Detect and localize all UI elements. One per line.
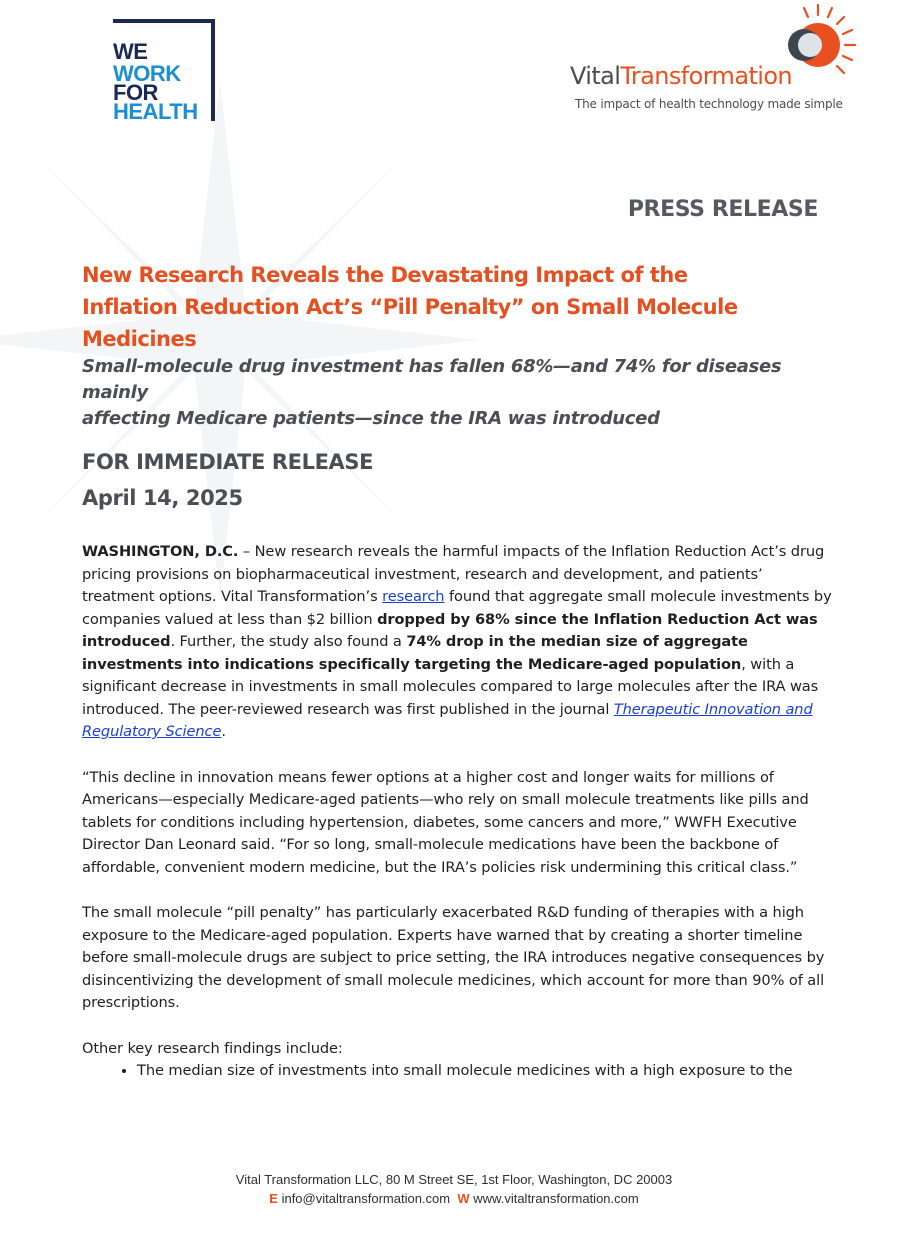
wwfh-logo-line: FOR [113, 80, 158, 105]
text-run: found that aggregate small molecule investments by companies valued at less than $2 billion [82, 588, 832, 628]
logo-tagline: The impact of health technology made simple [575, 97, 843, 111]
dateline: WASHINGTON, D.C. [82, 543, 239, 560]
footer-email[interactable]: info@vitaltransformation.com [281, 1191, 451, 1206]
wordmark-vital: Vital [570, 62, 621, 90]
paragraph-2: “This decline in innovation means fewer options at a higher cost and longer waits for millions of Americans—especially Medicare-aged patients—who rely on small molecule treatments like pills and tablets for conditions including hypertension, diabetes, some cancers and more,” WWFH Executive Director Dan Leonard said. “For so long, small-molecule medications have been the backbone of affordable, convenient modern medicine, but the IRA’s policies risk undermining this critical class.” [82, 768, 809, 876]
immediate-release-label: FOR IMMEDIATE RELEASE [82, 450, 374, 474]
paragraph-1 [82, 541, 832, 744]
research-link[interactable]: research [382, 588, 445, 605]
subheadline [82, 354, 822, 432]
wwfh-logo [113, 19, 215, 124]
list-item: • The median size of investments into small molecule medicines with a high exposure to the [137, 1060, 832, 1083]
wwfh-logo-line: WE [113, 39, 148, 64]
body-text [82, 541, 832, 1083]
headline-line: Inflation Reduction Act’s “Pill Penalty” on Small Molecule Medicines [82, 295, 738, 351]
email-label: E [269, 1191, 278, 1206]
headline [82, 259, 842, 355]
footer-website[interactable]: www.vitaltransformation.com [473, 1191, 639, 1206]
paragraph-3: The small molecule “pill penalty” has particularly exacerbated R&D funding of therapies with a high exposure to the Medicare-aged population. Experts have warned that by creating a shorter timeline before small-molecule drugs are subject to price setting, the IRA introduces negative consequences by disincentivizing the development of small molecule medicines, which account for more than 90% of all prescriptions. [82, 904, 825, 1011]
subheadline-line: Small-molecule drug investment has fallen 68%—and 74% for diseases mainly [82, 356, 782, 403]
subheadline-line: affecting Medicare patients—since the IRA was introduced [82, 408, 660, 429]
footer-contact [0, 1189, 908, 1208]
bold-run: dropped by 68% since the Inflation Reduction Act was introduced [82, 610, 818, 650]
footer-address: Vital Transformation LLC, 80 M Street SE, 1st Floor, Washington, DC 20003 [235, 1172, 673, 1187]
findings-list [82, 1060, 832, 1083]
wwfh-logo-line: WORK [113, 61, 181, 86]
wordmark-transformation: Transformation [620, 62, 793, 90]
journal-link[interactable]: Therapeutic Innovation and Regulatory Science [82, 700, 813, 740]
text-run: , with a significant decrease in investments in small molecules compared to large molecules after the IRA was introduced. The peer-reviewed research was first published in the journal [82, 655, 819, 718]
bold-run: 74% drop in the median size of aggregate investments into indications specifically targeting the Medicare-aged population [82, 633, 748, 673]
text-run: . Further, the study also found a [170, 633, 407, 650]
wwfh-logo-line: HEALTH [113, 99, 198, 124]
release-info [82, 444, 373, 516]
findings-intro: Other key research findings include: [82, 1039, 343, 1057]
web-label: W [457, 1191, 470, 1206]
text-run: – New research reveals the harmful impacts of the Inflation Reduction Act’s drug pricing provisions on biopharmaceutical investment, research and development, and patients’ treatment options. Vital Transformation’s [82, 543, 825, 605]
vital-transformation-logo [570, 2, 860, 114]
footer [0, 1170, 908, 1208]
vital-transformation-wordmark [570, 62, 792, 90]
press-release-label: PRESS RELEASE [627, 197, 818, 222]
text-run: . [221, 723, 226, 740]
release-date: April 14, 2025 [82, 486, 243, 510]
headline-line: New Research Reveals the Devastating Impact of the [82, 263, 688, 287]
